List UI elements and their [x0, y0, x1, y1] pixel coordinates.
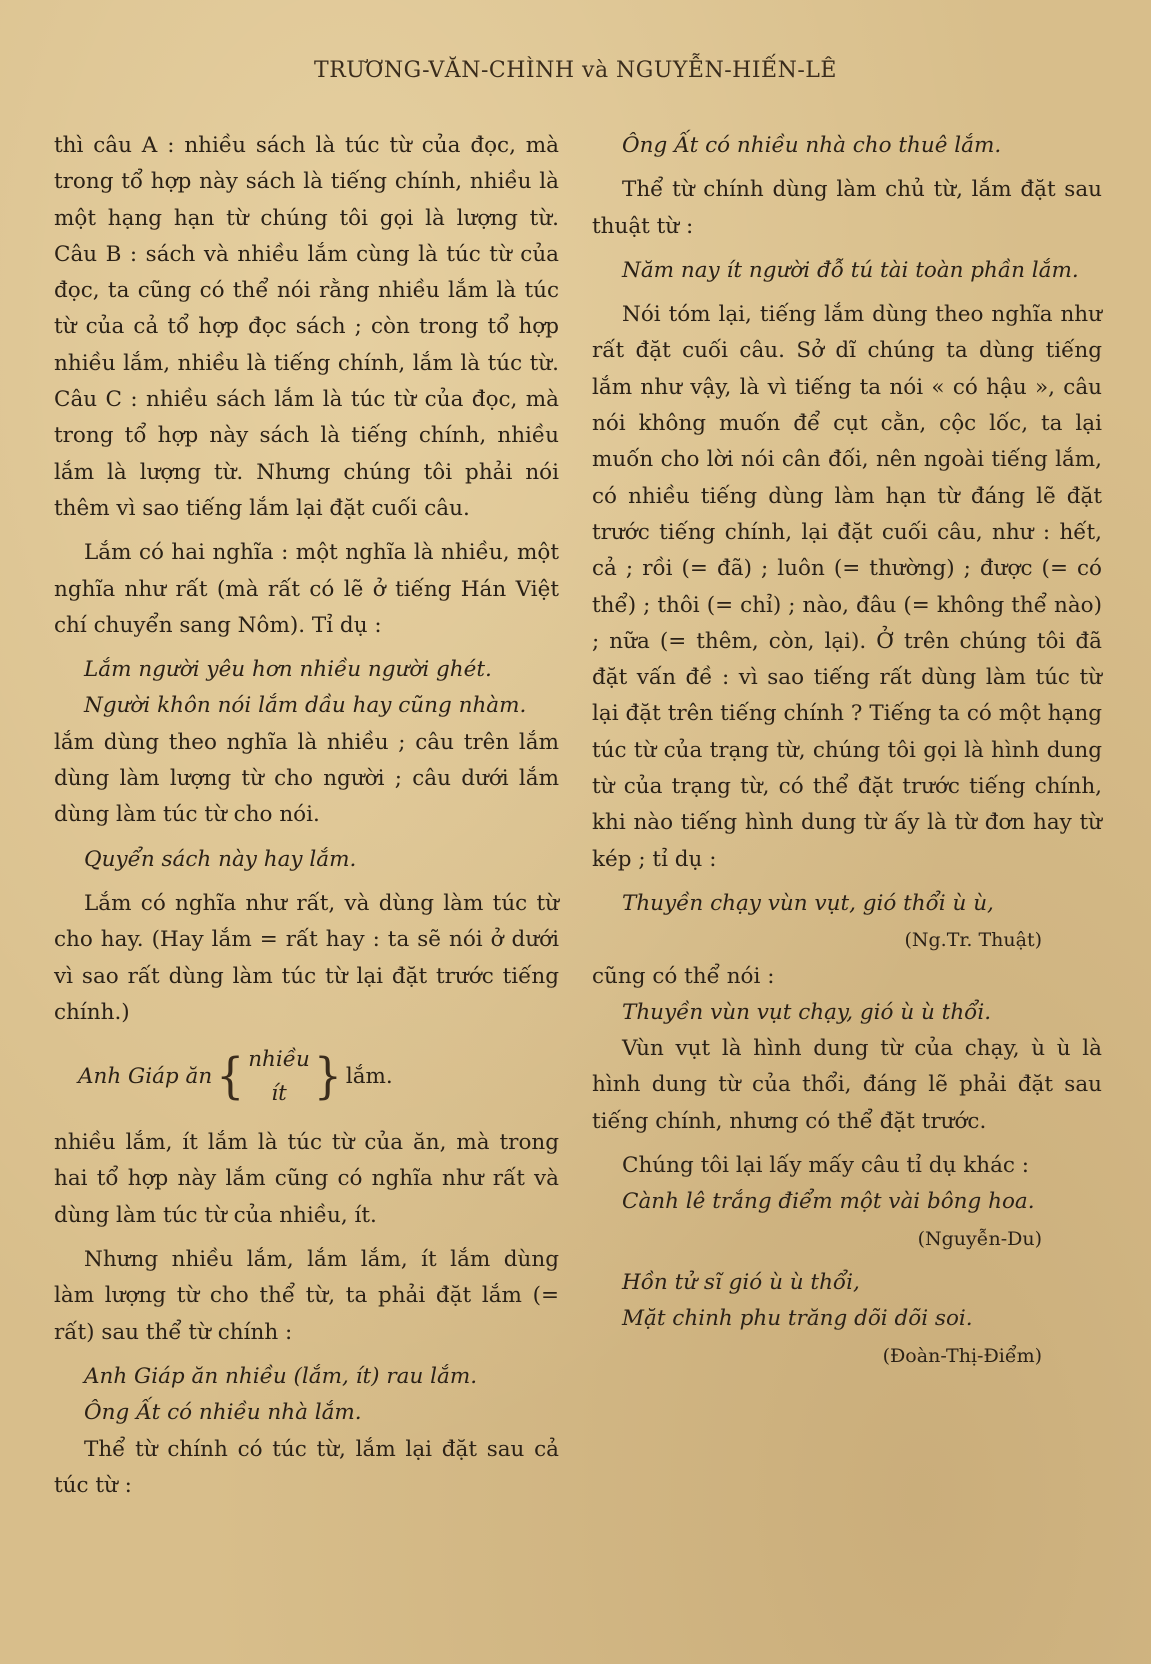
running-header: TRƯƠNG-VĂN-CHÌNH và NGUYỄN-HIẾN-LÊ — [314, 58, 837, 83]
citation: (Đoàn-Thị-Điểm) — [882, 1344, 1042, 1367]
citation: (Ng.Tr. Thuật) — [904, 929, 1042, 952]
brace-subject: Anh Giáp ăn — [78, 1063, 213, 1089]
example-sentence: Quyển sách này hay lắm. — [84, 846, 357, 872]
example-sentence: Năm nay ít người đỗ tú tài toàn phần lắm. — [622, 257, 1079, 283]
example-sentence: Ông Ất có nhiều nhà cho thuê lắm. — [622, 133, 1002, 158]
example-sentence: Mặt chinh phu trăng dõi dõi soi. — [622, 1306, 973, 1332]
example-sentence: Thuyền vùn vụt chạy, gió ù ù thổi. — [622, 999, 992, 1025]
right-brace: } — [313, 1048, 342, 1105]
paragraph: nhiều lắm, ít lắm là túc từ của ăn, mà trong hai tổ hợp này lắm cũng có nghĩa như rất và dùng làm túc từ của nhiều, ít. — [54, 1130, 559, 1228]
left-brace: { — [216, 1048, 245, 1105]
paragraph: cũng có thể nói : — [592, 963, 775, 989]
paragraph: Nhưng nhiều lắm, lắm lắm, ít lắm dùng làm lượng từ cho thể từ, ta phải đặt lắm (= rất) sau thể từ chính : — [54, 1247, 559, 1345]
paragraph: Thể từ chính dùng làm chủ từ, lắm đặt sau thuật từ : — [592, 177, 1102, 239]
example-sentence: Thuyền chạy vùn vụt, gió thổi ù ù, — [622, 890, 994, 916]
example-sentence: Ông Ất có nhiều nhà lắm. — [84, 1400, 362, 1426]
brace-option: nhiều — [248, 1047, 310, 1073]
example-sentence: Lắm người yêu hơn nhiều người ghét. — [84, 657, 492, 683]
paragraph: Nói tóm lại, tiếng lắm dùng theo nghĩa như rất đặt cuối câu. Sở dĩ chúng ta dùng tiếng lắm như vậy, là vì tiếng ta nói « có hậu », câu nói không muốn để cụt cằn, cộc lốc, ta lại muốn cho lời nói cân đối, nên ngoài tiếng lắm, có nhiều tiếng dùng làm hạn từ đáng lẽ đặt trước tiếng chính, lại đặt cuối câu, như : hết, cả ; rồi (= đã) ; luôn (= thường) ; được (= có thể) ; thôi (= chỉ) ; nào, đâu (= không thể nào) ; nữa (= thêm, còn, lại). Ở trên chúng tôi đã đặt vấn đề : vì sao tiếng rất dùng làm túc từ lại đặt trên tiếng chính ? Tiếng ta có một hạng túc từ của trạng từ, chúng tôi gọi là hình dung từ của trạng từ, có thể đặt trước tiếng chính, khi nào tiếng hình dung từ ấy là từ đơn hay từ kép ; tỉ dụ : — [592, 302, 1102, 872]
brace-options — [248, 1043, 310, 1111]
paragraph: Thể từ chính có túc từ, lắm lại đặt sau cả túc từ : — [54, 1436, 559, 1498]
paragraph: Lắm có nghĩa như rất, và dùng làm túc từ cho hay. (Hay lắm = rất hay : ta sẽ nói ở dưới vì sao rất dùng làm túc từ lại đặt trước tiếng chính.) — [54, 890, 559, 1025]
example-sentence: Hồn tử sĩ gió ù ù thổi, — [622, 1269, 860, 1295]
brace-example — [54, 1035, 559, 1119]
example-sentence: Cành lê trắng điểm một vài bông hoa. — [622, 1189, 1035, 1215]
example-sentence: Người khôn nói lắm dầu hay cũng nhàm. — [84, 693, 527, 719]
example-sentence: Anh Giáp ăn nhiều (lắm, ít) rau lắm. — [84, 1363, 478, 1389]
brace-option: ít — [271, 1081, 287, 1107]
citation: (Nguyễn-Du) — [917, 1227, 1042, 1250]
paragraph: Vùn vụt là hình dung từ của chạy, ù ù là hình dung từ của thổi, đáng lẽ phải đặt sau tiếng chính, nhưng có thể đặt trước. — [592, 1036, 1102, 1134]
left-column — [54, 128, 559, 1504]
brace-tail: lắm. — [345, 1063, 393, 1089]
paragraph: thì câu A : nhiều sách là túc từ của đọc, mà trong tổ hợp này sách là tiếng chính, nhiều là một hạng hạn từ chúng tôi gọi là lượng từ. Câu B : sách và nhiều lắm cùng là túc từ của đọc, ta cũng có thể nói rằng nhiều lắm là túc từ của cả tổ hợp đọc sách ; còn trong tổ hợp nhiều lắm, nhiều là tiếng chính, lắm là túc từ. Câu C : nhiều sách lắm là túc từ của đọc, mà trong tổ hợp này sách là tiếng chính, nhiều lắm là lượng từ. Nhưng chúng tôi phải nói thêm vì sao tiếng lắm lại đặt cuối câu. — [54, 133, 559, 521]
paragraph: Chúng tôi lại lấy mấy câu tỉ dụ khác : — [622, 1153, 1030, 1179]
right-column — [592, 128, 1102, 1374]
paragraph: Lắm có hai nghĩa : một nghĩa là nhiều, một nghĩa như rất (mà rất có lẽ ở tiếng Hán Việt chí chuyển sang Nôm). Tỉ dụ : — [54, 540, 559, 638]
paragraph: lắm dùng theo nghĩa là nhiều ; câu trên lắm dùng làm lượng từ cho người ; câu dưới lắm dùng làm túc từ cho nói. — [54, 729, 559, 828]
